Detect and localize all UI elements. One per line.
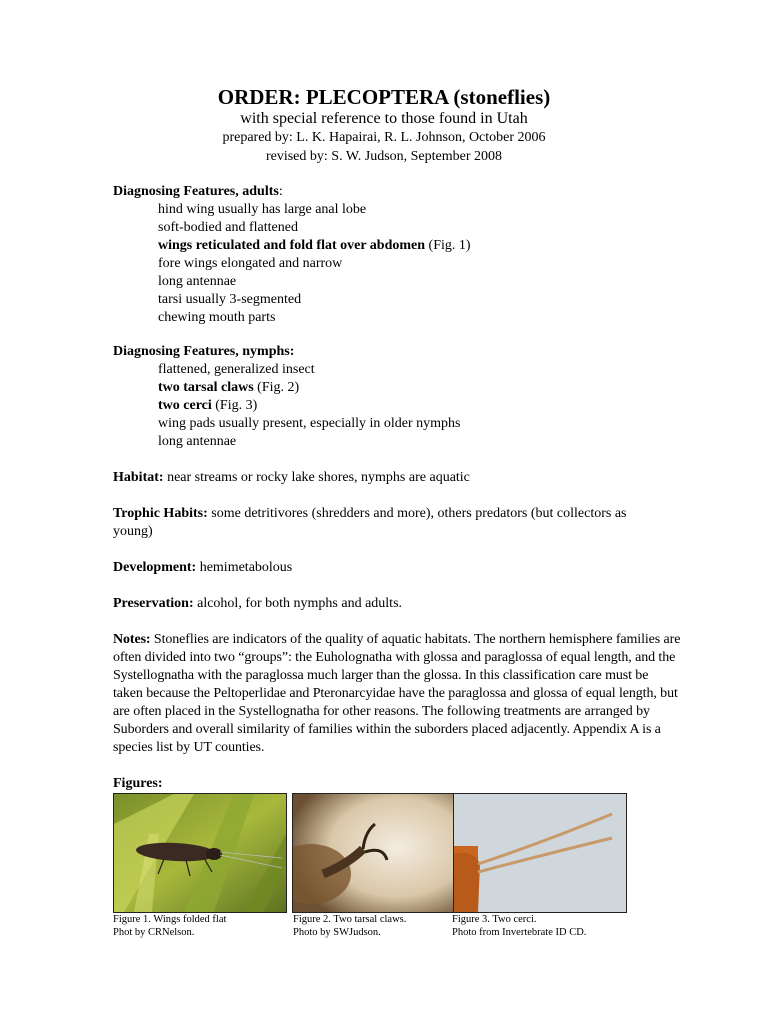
notes-paragraph: Notes: Stoneflies are indicators of the quality of aquatic habitats. The northern hemisphere families are often divided into two “groups”: the Euholognatha with glossa and paraglossa of equal length, and the Systellognatha with the paraglossa much larger than the glossa. In this classification care must be taken because the Peltoperlidae and Pteronarcyidae have the paraglossa and glossa of equal length, but are often placed in the Systellognatha for other reasons. The following treatments are arranged by Suborders and overall similarity of families within the suborders placed adjacently. Appendix A is a species list by UT counties. bbox=[113, 632, 681, 755]
nymph-feature: two cerci (Fig. 3) bbox=[158, 398, 258, 413]
adults-heading bbox=[113, 183, 283, 201]
two-cerci-image bbox=[454, 794, 626, 912]
adult-feature: fore wings elongated and narrow bbox=[158, 256, 343, 271]
adults-heading-text: Diagnosing Features, adults bbox=[113, 184, 279, 199]
adult-feature: tarsi usually 3-segmented bbox=[158, 292, 302, 307]
figure-3-caption: Figure 3. Two cerci. Photo from Invertebrate ID CD. bbox=[452, 914, 587, 938]
figure-1-photo bbox=[113, 793, 287, 913]
figure-3-photo bbox=[453, 793, 627, 913]
document-title: ORDER: PLECOPTERA (stoneflies) bbox=[217, 85, 551, 109]
prepared-by: prepared by: L. K. Hapairai, R. L. Johnson, October 2006 bbox=[222, 130, 546, 145]
nymph-feature: wing pads usually present, especially in older nymphs bbox=[158, 416, 461, 431]
stonefly-on-grass-image bbox=[114, 794, 286, 912]
nymph-feature: two tarsal claws (Fig. 2) bbox=[158, 380, 300, 395]
development-paragraph: Development: hemimetabolous bbox=[113, 560, 293, 575]
adult-feature: long antennae bbox=[158, 274, 237, 289]
adult-feature: soft-bodied and flattened bbox=[158, 220, 298, 235]
tarsal-claws-image bbox=[293, 794, 454, 912]
document-subtitle: with special reference to those found in Utah bbox=[240, 110, 528, 127]
trophic-paragraph: Trophic Habits: some detritivores (shredders and more), others predators (but collectors as young) bbox=[113, 506, 627, 539]
nymph-feature: long antennae bbox=[158, 434, 237, 449]
revised-by: revised by: S. W. Judson, September 2008 bbox=[265, 149, 503, 164]
figures-heading: Figures: bbox=[113, 776, 163, 791]
adult-feature: hind wing usually has large anal lobe bbox=[158, 202, 367, 217]
figure-1-caption: Figure 1. Wings folded flat Phot by CRNelson. bbox=[113, 914, 227, 938]
adults-heading-suffix: : bbox=[278, 184, 283, 199]
adult-feature: chewing mouth parts bbox=[158, 310, 276, 325]
adult-feature: wings reticulated and fold flat over abdomen (Fig. 1) bbox=[158, 238, 471, 253]
habitat-paragraph: Habitat: near streams or rocky lake shores, nymphs are aquatic bbox=[113, 470, 470, 485]
nymph-feature: flattened, generalized insect bbox=[158, 362, 315, 377]
nymphs-heading: Diagnosing Features, nymphs: bbox=[113, 344, 295, 359]
preservation-paragraph: Preservation: alcohol, for both nymphs and adults. bbox=[113, 596, 403, 611]
figure-2-photo bbox=[292, 793, 455, 913]
figure-2-caption: Figure 2. Two tarsal claws. Photo by SWJudson. bbox=[293, 914, 407, 938]
